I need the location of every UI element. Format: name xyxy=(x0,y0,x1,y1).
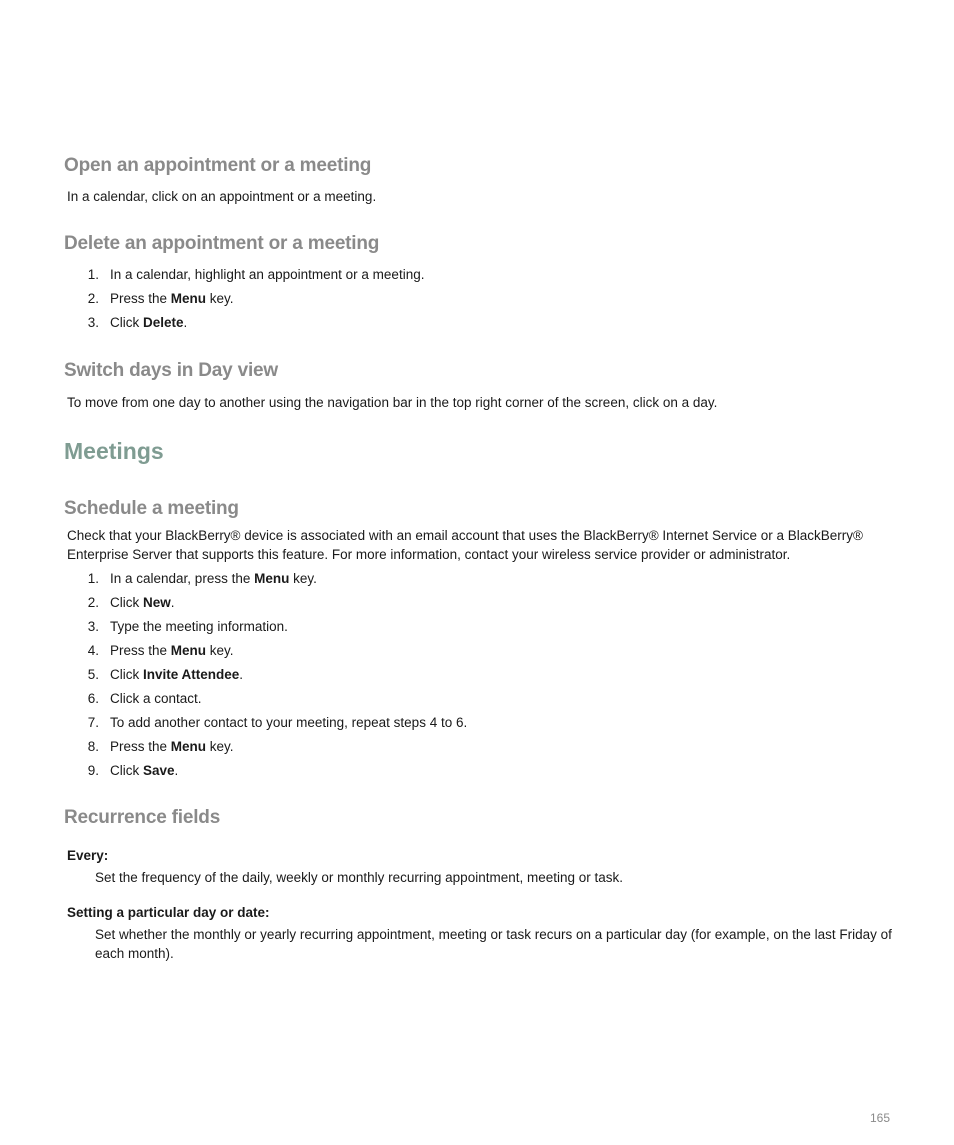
field-term: Setting a particular day or date: xyxy=(67,905,270,920)
recurrence-fields-heading: Recurrence fields xyxy=(64,807,221,828)
delete-appointment-heading: Delete an appointment or a meeting xyxy=(64,233,380,254)
list-item: 3. Click Delete. xyxy=(0,311,954,335)
step-number: 7. xyxy=(87,715,99,730)
step-number: 2. xyxy=(87,595,99,610)
step-number: 3. xyxy=(87,619,99,634)
field-definition: Set the frequency of the daily, weekly or monthly recurring appointment, meeting or task. xyxy=(95,870,624,885)
step-number: 3. xyxy=(87,315,99,330)
list-item: 5. Click Invite Attendee. xyxy=(0,663,954,687)
switch-days-text: To move from one day to another using the navigation bar in the top right corner of the screen, click on a day. xyxy=(67,395,718,410)
page-number: 165 xyxy=(869,1111,890,1125)
schedule-steps-list xyxy=(0,567,954,783)
list-item: 2. Click New. xyxy=(0,591,954,615)
step-number: 2. xyxy=(87,291,99,306)
delete-steps-list xyxy=(0,263,954,335)
step-number: 6. xyxy=(87,691,99,706)
list-item: 7. To add another contact to your meeting, repeat steps 4 to 6. xyxy=(0,711,954,735)
list-item: 2. Press the Menu key. xyxy=(0,287,954,311)
field-definition: Set whether the monthly or yearly recurring appointment, meeting or task recurs on a particular day (for example, on the last Friday of each month). xyxy=(95,927,892,961)
list-item: 1. In a calendar, press the Menu key. xyxy=(0,567,954,591)
step-number: 4. xyxy=(87,643,99,658)
list-item: 6. Click a contact. xyxy=(0,687,954,711)
step-number: 5. xyxy=(87,667,99,682)
meetings-section-title: Meetings xyxy=(64,438,164,464)
schedule-meeting-intro: Check that your BlackBerry® device is associated with an email account that uses the BlackBerry® Internet Service or a BlackBerry® Enterprise Server that supports this feature. For more information, contact your wireless service provider or administrator. xyxy=(67,528,863,562)
step-number: 1. xyxy=(87,571,99,586)
list-item: 8. Press the Menu key. xyxy=(0,735,954,759)
list-item: 3. Type the meeting information. xyxy=(0,615,954,639)
open-appointment-heading: Open an appointment or a meeting xyxy=(64,155,372,176)
open-appointment-text: In a calendar, click on an appointment or a meeting. xyxy=(67,189,377,204)
step-number: 8. xyxy=(87,739,99,754)
list-item: 1. In a calendar, highlight an appointment or a meeting. xyxy=(0,263,954,287)
list-item: 4. Press the Menu key. xyxy=(0,639,954,663)
schedule-meeting-heading: Schedule a meeting xyxy=(64,498,239,519)
step-number: 1. xyxy=(87,267,99,282)
step-number: 9. xyxy=(87,763,99,778)
field-term: Every: xyxy=(67,848,109,863)
switch-days-heading: Switch days in Day view xyxy=(64,360,278,381)
list-item: 9. Click Save. xyxy=(0,759,954,783)
